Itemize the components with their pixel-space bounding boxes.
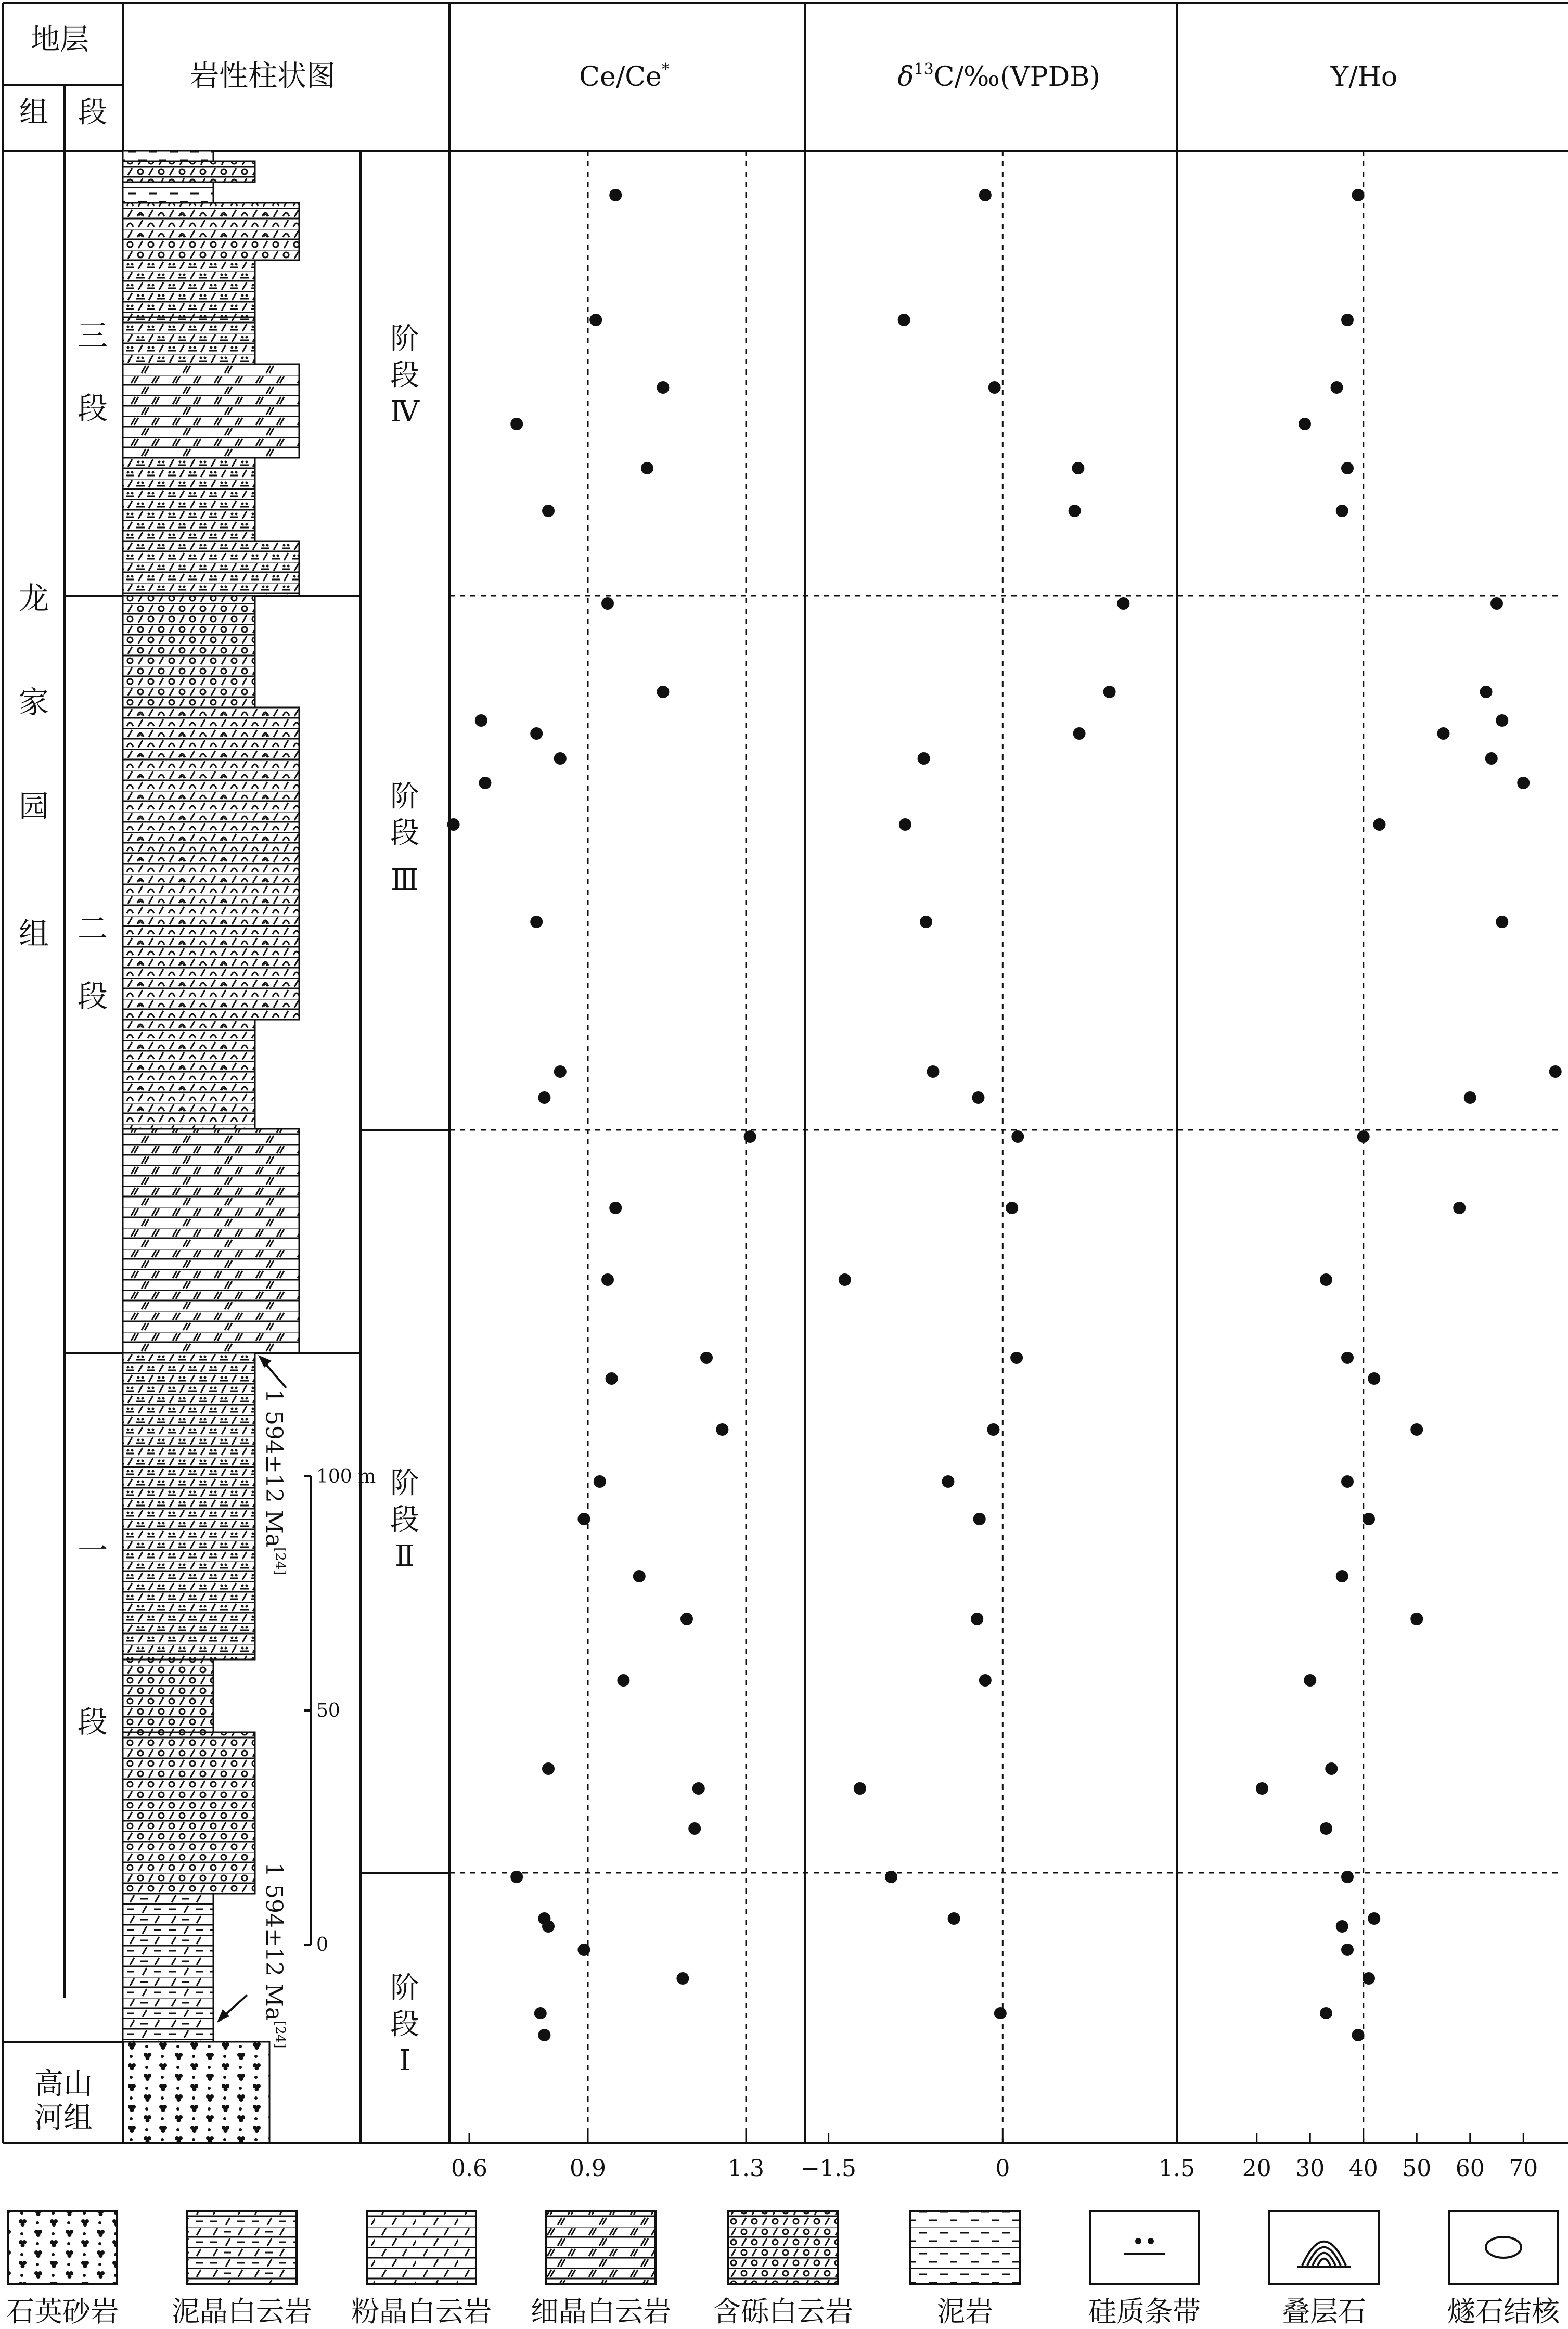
data-point: [700, 1352, 713, 1364]
svg-text:阶: 阶: [390, 322, 419, 356]
data-point: [475, 714, 487, 727]
data-point: [1341, 1475, 1354, 1488]
data-point: [1357, 1130, 1370, 1143]
data-point: [1549, 1065, 1562, 1078]
legend-swatch: [910, 2211, 1020, 2284]
legend-item: [910, 2211, 1020, 2328]
data-point: [447, 818, 460, 831]
header-member: 段: [78, 96, 107, 130]
lithology-bed: [123, 364, 299, 458]
data-point: [1069, 505, 1081, 517]
data-point: [530, 727, 543, 740]
data-point: [972, 1091, 984, 1104]
legend-label: 泥岩: [937, 2295, 993, 2328]
data-point: [542, 505, 555, 517]
svg-text:Ⅰ: Ⅰ: [399, 2044, 411, 2078]
svg-text:阶: 阶: [390, 1971, 419, 2005]
legend-label: 石英砂岩: [6, 2295, 119, 2328]
data-point: [542, 1762, 555, 1775]
data-point: [1453, 1202, 1466, 1214]
data-point: [1256, 1782, 1268, 1795]
data-point: [606, 1372, 618, 1385]
data-point: [510, 418, 523, 430]
axis-ticks: [451, 2133, 1538, 2182]
x-tick-label: 0.9: [570, 2155, 606, 2182]
data-point: [657, 686, 669, 698]
data-point: [633, 1570, 646, 1582]
lithology-bed: [123, 1659, 213, 1732]
data-point: [601, 1273, 614, 1286]
legend-label: 硅质条带: [1088, 2295, 1201, 2328]
data-point: [641, 462, 653, 474]
legend-item: [713, 2211, 853, 2328]
formation-gaoshanhe-label: [34, 2067, 93, 2135]
data-point: [744, 1130, 756, 1143]
depth-scale-bar: [304, 1466, 376, 1955]
data-point: [1352, 2029, 1365, 2041]
data-point: [1368, 1372, 1380, 1385]
svg-text:1 594±12 Ma[24]: 1 594±12 Ma[24]: [261, 1389, 288, 1575]
svg-text:河组: 河组: [34, 2101, 93, 2135]
legend-swatch: [1449, 2211, 1558, 2284]
member-3-label: [78, 318, 108, 426]
legend-label: 叠层石: [1282, 2295, 1366, 2328]
data-point: [1117, 597, 1129, 610]
lithology-bed: [123, 161, 255, 182]
data-point: [920, 916, 932, 928]
data-point: [1336, 1570, 1348, 1582]
x-tick-label: 40: [1348, 2155, 1378, 2182]
svg-text:段: 段: [77, 1704, 108, 1740]
data-point: [554, 752, 567, 765]
lithology-bed: [123, 1129, 299, 1353]
data-point: [1485, 752, 1498, 765]
data-point: [1373, 818, 1386, 831]
stage-4-label: [390, 322, 420, 429]
x-tick-label: 60: [1455, 2155, 1485, 2182]
svg-text:段: 段: [390, 1503, 419, 1537]
data-point: [601, 597, 614, 610]
data-point: [542, 1920, 555, 1933]
data-point: [987, 1423, 999, 1436]
data-point: [979, 189, 992, 201]
svg-text:家: 家: [18, 685, 49, 720]
x-tick-label: 20: [1242, 2155, 1271, 2182]
data-point: [1341, 314, 1354, 326]
data-point: [854, 1782, 866, 1795]
data-point: [479, 777, 491, 789]
svg-text:段: 段: [390, 358, 419, 392]
legend-item: [1447, 2211, 1561, 2328]
age-annotation-top: [258, 1355, 288, 1575]
svg-text:一: 一: [77, 1533, 108, 1568]
stage-2-label: [390, 1466, 419, 1573]
data-point: [1341, 1871, 1354, 1883]
svg-text:园: 园: [18, 789, 49, 824]
scale-bar-label: 0: [316, 1934, 328, 1955]
member-2-label: [78, 911, 108, 1014]
data-point: [1320, 1273, 1332, 1286]
data-point: [609, 1202, 622, 1214]
legend-item: [6, 2211, 119, 2328]
data-point: [1517, 777, 1530, 789]
data-point: [899, 818, 911, 831]
lithology-bed: [123, 853, 299, 1020]
lithology-column: [123, 151, 299, 2143]
data-point: [577, 1513, 590, 1525]
data-point: [1304, 1674, 1316, 1687]
legend-item: [1269, 2211, 1379, 2328]
x-tick-label: 0: [995, 2155, 1010, 2182]
lithology-bed: [123, 707, 299, 853]
data-point: [1072, 462, 1084, 474]
legend-swatch-mark: [1135, 2238, 1141, 2244]
legend-swatch-mark: [1148, 2238, 1154, 2244]
lithology-bed: [123, 151, 213, 161]
x-tick-label: 30: [1295, 2155, 1325, 2182]
scale-bar-label: 100 m: [316, 1466, 376, 1487]
legend-label: 粉晶白云岩: [351, 2295, 492, 2328]
data-point: [554, 1065, 567, 1078]
data-point: [1496, 714, 1508, 727]
x-tick-label: 1.5: [1159, 2155, 1195, 2182]
legend-item: [351, 2211, 492, 2328]
lithology-bed: [123, 1353, 255, 1659]
data-point: [1011, 1130, 1024, 1143]
header-y-ho: Y/Ho: [1330, 61, 1398, 93]
lithology-bed: [123, 458, 255, 541]
data-point: [1496, 916, 1508, 928]
legend-item: [1088, 2211, 1201, 2328]
data-point: [692, 1782, 705, 1795]
data-point: [594, 1475, 606, 1488]
legend-label: 含砾白云岩: [713, 2295, 853, 2328]
data-point: [1368, 1912, 1380, 1925]
data-point: [839, 1273, 851, 1286]
data-point: [1341, 462, 1354, 474]
header-delta13c: $\delta^{13}C/‰(VPDB)$: [897, 60, 1100, 93]
data-point: [1410, 1423, 1423, 1436]
svg-text:段: 段: [77, 391, 108, 426]
data-point: [979, 1674, 992, 1687]
data-point: [577, 1944, 590, 1956]
legend-swatch: [8, 2211, 117, 2284]
lithology-bed: [123, 317, 255, 364]
legend-label: 泥晶白云岩: [172, 2295, 312, 2328]
data-points: [447, 189, 1562, 2041]
legend-swatch: [728, 2211, 838, 2284]
svg-text:Ⅲ: Ⅲ: [390, 863, 419, 897]
data-point: [948, 1912, 960, 1925]
data-point: [1341, 1352, 1354, 1364]
svg-text:段: 段: [77, 979, 108, 1014]
data-point: [538, 1091, 550, 1104]
data-point: [1437, 727, 1450, 740]
svg-text:三: 三: [77, 318, 108, 353]
stage-boundary-lines: [449, 596, 1561, 1873]
data-point: [1299, 418, 1311, 430]
lithology-bed: [123, 203, 299, 239]
scale-bar-label: 50: [316, 1700, 340, 1721]
data-point: [1073, 727, 1086, 740]
data-point: [1490, 597, 1503, 610]
data-point: [1320, 2007, 1332, 2019]
data-point: [1341, 1944, 1354, 1956]
lithology-bed: [123, 182, 213, 203]
data-point: [1363, 1972, 1375, 1985]
svg-text:Ⅱ: Ⅱ: [394, 1539, 415, 1573]
svg-text:阶: 阶: [390, 780, 419, 814]
data-point: [942, 1475, 954, 1488]
svg-text:段: 段: [390, 2008, 419, 2041]
data-point: [1464, 1091, 1476, 1104]
svg-text:阶: 阶: [390, 1466, 419, 1500]
data-point: [1480, 686, 1493, 698]
legend-swatch: [367, 2211, 476, 2284]
data-point: [510, 1871, 523, 1883]
data-point: [589, 314, 602, 326]
data-point: [885, 1871, 897, 1883]
legend-item: [172, 2211, 312, 2328]
data-point: [1325, 1762, 1338, 1775]
data-point: [530, 916, 543, 928]
data-point: [680, 1613, 693, 1625]
formation-longjiayuan-label: [19, 581, 49, 951]
svg-text:1 594±12 Ma[24]: 1 594±12 Ma[24]: [261, 1862, 288, 2049]
x-tick-label: 70: [1509, 2155, 1538, 2182]
header-ce-anomaly: Ce/Ce*: [579, 60, 670, 93]
data-point: [1010, 1352, 1023, 1364]
legend-item: [531, 2211, 671, 2328]
stage-3-label: [390, 780, 419, 897]
legend-swatch: [187, 2211, 297, 2284]
lithology-bed: [123, 1732, 255, 1894]
header-stratum: 地层: [31, 23, 89, 57]
data-point: [1336, 505, 1348, 517]
header-lithology-column: 岩性柱状图: [190, 59, 336, 93]
data-point: [988, 381, 1001, 394]
legend-label: 燧石结核: [1447, 2295, 1560, 2328]
x-tick-label: 50: [1402, 2155, 1432, 2182]
data-point: [971, 1613, 983, 1625]
lithology-bed: [123, 2042, 269, 2143]
data-point: [1363, 1513, 1375, 1525]
lithology-bed: [123, 239, 299, 260]
legend-label: 细晶白云岩: [531, 2295, 671, 2328]
svg-text:龙: 龙: [18, 581, 49, 616]
x-tick-label: 0.6: [451, 2155, 487, 2182]
data-point: [538, 2029, 550, 2041]
data-point: [927, 1065, 939, 1078]
member-1-label: [78, 1533, 108, 1740]
x-tick-label: 1.3: [728, 2155, 764, 2182]
x-tick-label: −1.5: [801, 2155, 857, 2182]
data-point: [716, 1423, 728, 1436]
data-point: [973, 1513, 986, 1525]
lithology-bed: [123, 1894, 213, 2042]
data-point: [609, 189, 622, 201]
data-point: [1410, 1613, 1423, 1625]
svg-text:Ⅳ: Ⅳ: [390, 395, 419, 429]
lithology-bed: [123, 596, 255, 707]
legend: [6, 2211, 1561, 2328]
data-point: [1336, 1920, 1348, 1933]
data-point: [688, 1822, 701, 1835]
header-formation: 组: [19, 96, 48, 130]
legend-swatch: [546, 2211, 656, 2284]
data-point: [898, 314, 910, 326]
lithology-bed: [123, 260, 255, 317]
data-point: [676, 1972, 689, 1985]
data-point: [657, 381, 669, 394]
data-point: [1352, 189, 1365, 201]
data-point: [1103, 686, 1116, 698]
data-point: [1320, 1822, 1332, 1835]
data-point: [534, 2007, 547, 2019]
reference-lines: [588, 151, 1364, 2143]
data-point: [1331, 381, 1343, 394]
lithology-bed: [123, 541, 299, 596]
stage-1-label: [390, 1971, 419, 2078]
data-point: [918, 752, 930, 765]
data-point: [994, 2007, 1007, 2019]
svg-text:组: 组: [18, 916, 49, 951]
legend-swatch: [1090, 2211, 1199, 2284]
data-point: [617, 1674, 629, 1687]
svg-text:段: 段: [390, 816, 419, 850]
svg-text:高山: 高山: [34, 2067, 93, 2101]
svg-text:二: 二: [77, 911, 108, 946]
lithology-bed: [123, 1020, 255, 1129]
data-point: [1006, 1202, 1018, 1214]
